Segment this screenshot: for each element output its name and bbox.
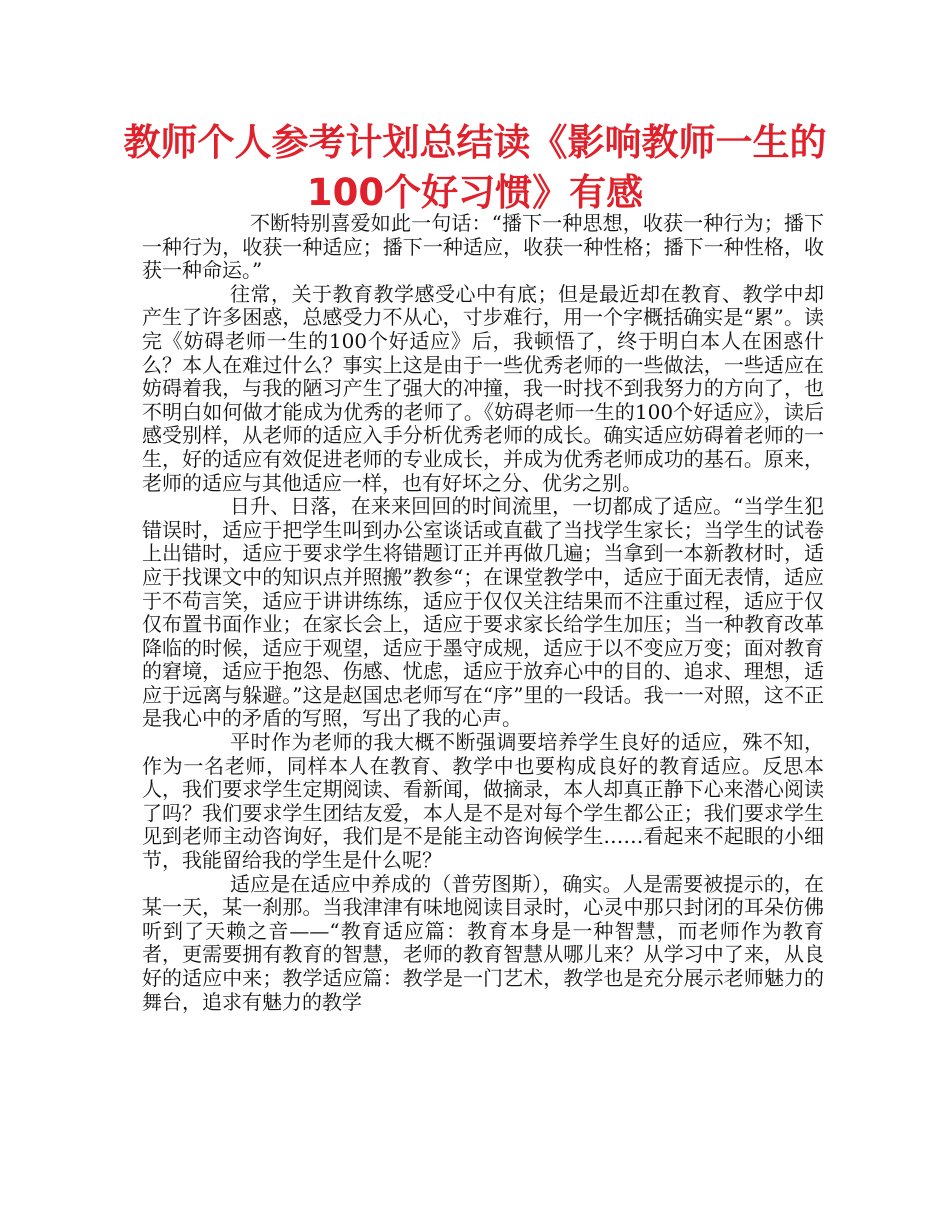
paragraph-2: 往常，关于教育教学感受心中有底；但是最近却在教育、教学中却产生了许多困惑，总感受力不从心，寸步难行，用一个字概括确实是“累”。读完《妨碍老师一生的100个好适应》后，我顿悟了，终于明白本人在困惑什么？本人在难过什么？事实上这是由于一些优秀老师的一些做法，一些适应在妨碍着我，与我的陋习产生了强大的冲撞，我一时找不到我努力的方向了，也不明白如何做才能成为优秀的老师了。《妨碍老师一生的100个好适应》，读后感受别样，从老师的适应入手分析优秀老师的成长。确实适应妨碍着老师的一生，好的适应有效促进老师的专业成长，并成为优秀老师成功的基石。原来，老师的适应与其他适应一样，也有好坏之分、优劣之别。 <box>142 281 824 495</box>
paragraph-3: 日升、日落，在来来回回的时间流里，一切都成了适应。“当学生犯错误时，适应于把学生叫到办公室谈话或直截了当找学生家长；当学生的试卷上出错时，适应于要求学生将错题订正并再做几遍；当拿到一本新教材时，适应于找课文中的知识点并照搬”教参“；在课堂教学中，适应于面无表情，适应于不苟言笑，适应于讲讲练练，适应于仅仅关注结果而不注重过程，适应于仅仅布置书面作业；在家长会上，适应于要求家长给学生加压；当一种教育改革降临的时候，适应于观望，适应于墨守成规，适应于以不变应万变；面对教育的窘境，适应于抱怨、伤感、忧虑，适应于放弃心中的目的、追求、理想，适应于远离与躲避。”这是赵国忠老师写在“序”里的一段话。我一一对照，这不正是我心中的矛盾的写照，写出了我的心声。 <box>142 494 824 731</box>
document-body <box>142 212 824 1014</box>
document-title: 教师个人参考计划总结读《影响教师一生的100个好习惯》有感 <box>123 121 827 214</box>
paragraph-5: 适应是在适应中养成的（普劳图斯），确实。人是需要被提示的，在某一天，某一刹那。当我津津有味地阅读目录时，心灵中那只封闭的耳朵仿佛听到了天赖之音——“教育适应篇：教育本身是一种智慧，而老师作为教育者，更需要拥有教育的智慧，老师的教育智慧从哪儿来？从学习中了来，从良好的适应中来；教学适应篇：教学是一门艺术，教学也是充分展示老师魅力的舞台，追求有魅力的教学 <box>142 871 824 1014</box>
paragraph-1: 不断特别喜爱如此一句话：“播下一种思想，收获一种行为；播下一种行为，收获一种适应；播下一种适应，收获一种性格；播下一种性格，收获一种命运。” <box>142 211 824 283</box>
paragraph-4: 平时作为老师的我大概不断强调要培养学生良好的适应，殊不知，作为一名老师，同样本人在教育、教学中也要构成良好的教育适应。反思本人，我们要求学生定期阅读、看新闻，做摘录，本人却真正静下心来潜心阅读了吗？我们要求学生团结友爱，本人是不是对每个学生都公正；我们要求学生见到老师主动咨询好，我们是不是能主动咨询候学生……看起来不起眼的小细节，我能留给我的学生是什么呢？ <box>142 730 824 873</box>
